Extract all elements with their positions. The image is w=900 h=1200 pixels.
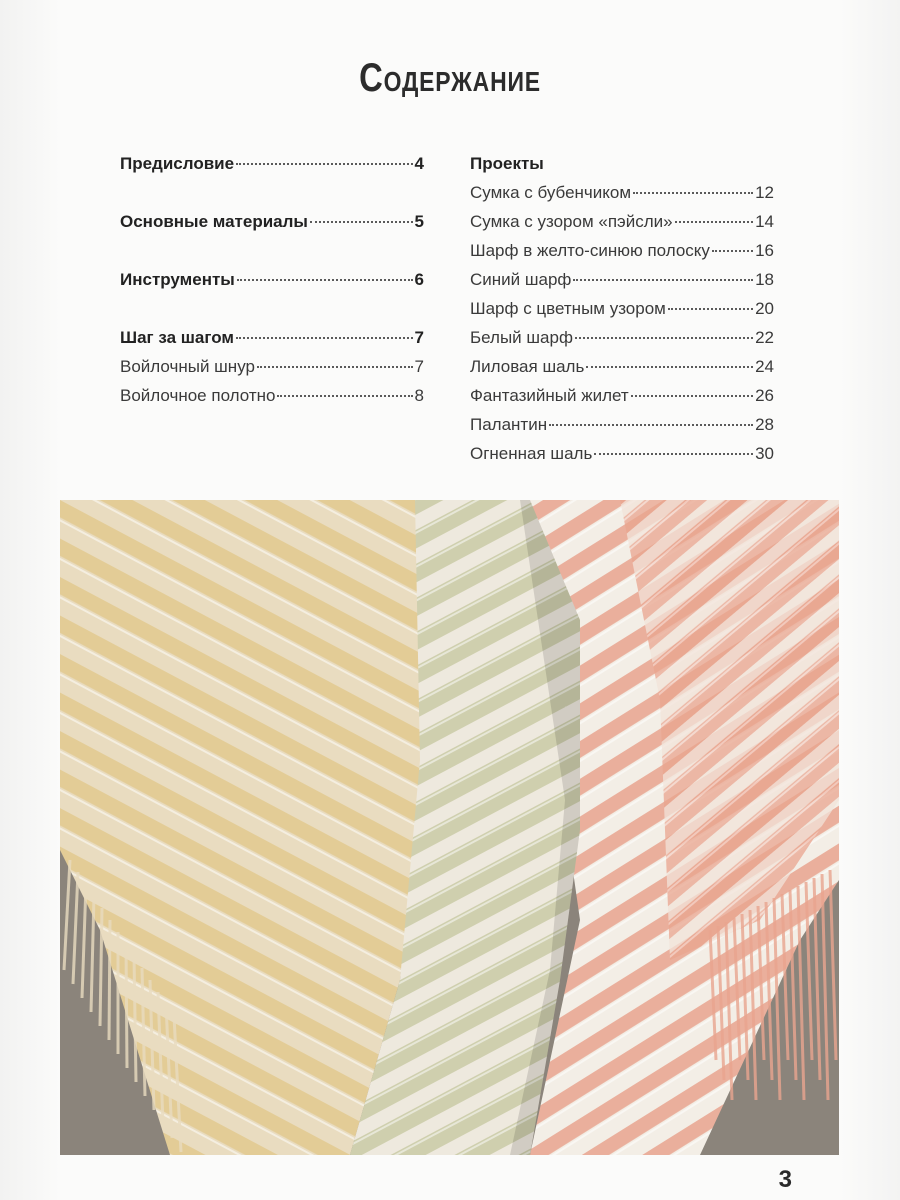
page-title: Содержание <box>359 56 541 100</box>
toc-entry-page: 8 <box>414 386 424 405</box>
toc-entry-title: Войлочный шнур <box>120 357 255 376</box>
toc-dot-leader <box>633 192 753 194</box>
toc-dot-leader <box>573 279 753 281</box>
toc-entry[interactable] <box>470 328 774 357</box>
toc-entry-title: Шарф с цветным узором <box>470 299 666 318</box>
toc-dot-leader <box>575 337 753 339</box>
shawl-photo <box>60 500 839 1155</box>
toc-entry-page: 7 <box>414 357 424 376</box>
toc-entry-title: Инструменты <box>120 270 235 289</box>
toc-entry[interactable] <box>120 154 424 183</box>
toc-entry[interactable] <box>470 299 774 328</box>
toc-entry[interactable] <box>120 357 424 386</box>
fringe-strand <box>100 908 102 1026</box>
toc-entry[interactable] <box>470 212 774 241</box>
toc-entry[interactable] <box>470 183 774 212</box>
toc-entry-page: 20 <box>755 299 774 318</box>
toc-spacer <box>120 183 424 212</box>
toc-entry-title: Белый шарф <box>470 328 573 347</box>
toc-dot-leader <box>310 221 413 223</box>
fringe-strand <box>109 920 110 1040</box>
toc-entry-title: Войлочное полотно <box>120 386 276 405</box>
toc-project-list <box>470 183 774 473</box>
toc-entry-title: Огненная шаль <box>470 444 593 463</box>
toc-entry-page: 14 <box>755 212 774 231</box>
toc-dot-leader <box>257 366 413 368</box>
toc-entry[interactable] <box>120 386 424 415</box>
toc-entry-page: 30 <box>755 444 774 463</box>
toc-dot-leader <box>668 308 753 310</box>
toc-entry-title: Предисловие <box>120 154 235 173</box>
toc-entry-page: 5 <box>414 212 424 231</box>
toc-dot-leader <box>712 250 753 252</box>
toc-entry-title: Шаг за шагом <box>120 328 234 347</box>
toc-entry[interactable] <box>120 328 424 357</box>
toc-dot-leader <box>594 453 753 455</box>
toc-entry[interactable] <box>120 270 424 299</box>
toc-entry[interactable] <box>120 212 424 241</box>
toc-entry[interactable] <box>470 270 774 299</box>
toc-entry[interactable] <box>470 241 774 270</box>
toc-entry-page: 12 <box>755 183 774 202</box>
toc-entry-title: Основные материалы <box>120 212 308 231</box>
toc-dot-leader <box>586 366 753 368</box>
page-number: 3 <box>778 1166 792 1193</box>
toc-entry-page: 4 <box>414 154 424 173</box>
toc-entry-page: 7 <box>414 328 424 347</box>
toc-entry-page: 22 <box>755 328 774 347</box>
toc-entry-title: Палантин <box>470 415 548 434</box>
toc-dot-leader <box>675 221 754 223</box>
toc-spacer <box>120 299 424 328</box>
toc-dot-leader <box>236 337 413 339</box>
toc-entry-title: Фантазийный жилет <box>470 386 629 405</box>
toc-entry-page: 6 <box>414 270 424 289</box>
toc-right-column <box>470 154 774 473</box>
fringe-strand <box>126 944 127 1068</box>
toc-dot-leader <box>236 163 412 165</box>
toc-entry-page: 26 <box>755 386 774 405</box>
toc-entry-page: 18 <box>755 270 774 289</box>
toc-dot-leader <box>237 279 413 281</box>
toc-entry-title: Сумка с узором «пэйсли» <box>470 212 673 231</box>
toc-spacer <box>120 241 424 270</box>
toc-entry[interactable] <box>470 357 774 386</box>
toc-dot-leader <box>277 395 412 397</box>
toc-entry[interactable] <box>470 444 774 473</box>
toc-entry-title: Сумка с бубенчиком <box>470 183 632 202</box>
toc-entry[interactable] <box>470 415 774 444</box>
toc-entry[interactable] <box>470 386 774 415</box>
toc-section-heading: Проекты <box>470 154 544 173</box>
toc-entry-page: 16 <box>755 241 774 260</box>
toc-entry-title: Лиловая шаль <box>470 357 585 376</box>
shawl-photo-illustration <box>60 500 839 1155</box>
toc-entry-page: 24 <box>755 357 774 376</box>
toc-entry-title: Шарф в желто-синюю полоску <box>470 241 710 260</box>
toc-entry-title: Синий шарф <box>470 270 572 289</box>
fringe-strand <box>134 956 136 1082</box>
toc-entry-page: 28 <box>755 415 774 434</box>
toc-dot-leader <box>631 395 753 397</box>
toc-left-column <box>120 154 424 415</box>
toc-dot-leader <box>549 424 753 426</box>
